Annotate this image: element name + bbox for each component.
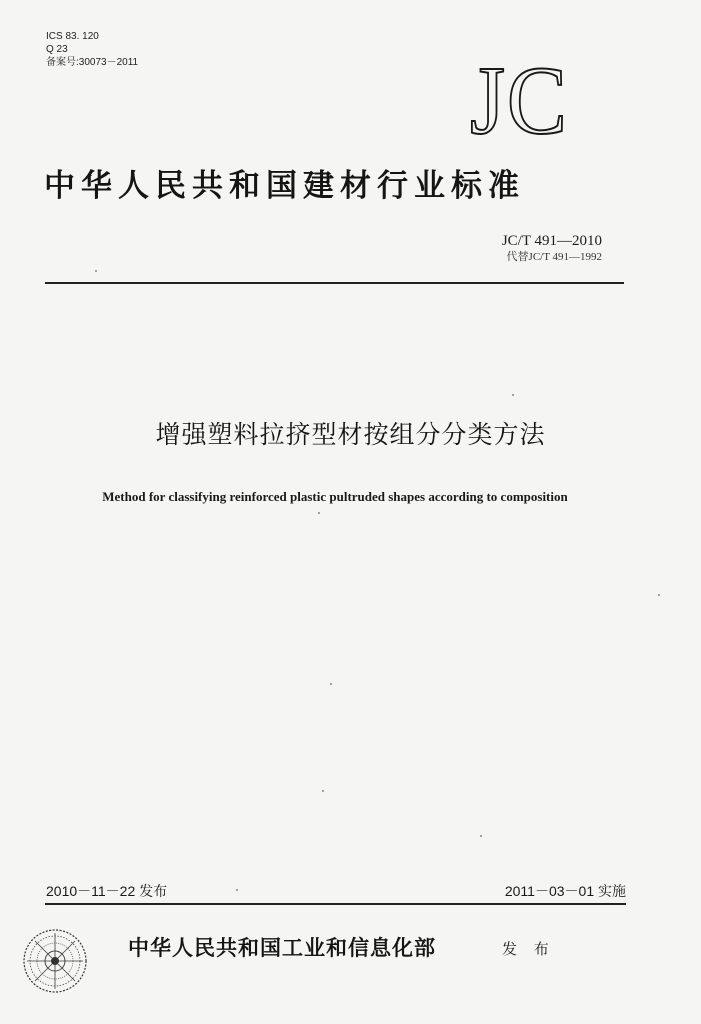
scan-speck (330, 683, 332, 685)
footer-divider (45, 903, 626, 905)
publisher-name: 中华人民共和国工业和信息化部 (128, 935, 436, 960)
replaced-standard: 代替JC/T 491—1992 (506, 251, 602, 263)
scan-speck (318, 512, 320, 514)
scan-speck (95, 270, 97, 272)
scan-speck (658, 594, 660, 596)
issue-date: 2010－11－22 发布 (46, 883, 168, 899)
header-divider (45, 282, 624, 284)
standard-code: JC/T 491—2010 (501, 233, 602, 249)
publish-label: 发 布 (502, 940, 555, 958)
ccs-code: Q 23 (46, 44, 68, 55)
organization-title: 中华人民共和国建材行业标准 (44, 168, 525, 204)
filing-number: 备案号:30073－2011 (46, 57, 139, 68)
implementation-date: 2011－03－01 实施 (504, 883, 626, 899)
english-title: Method for classifying reinforced plastic pultruded shapes according to composition (102, 489, 568, 504)
scan-speck (480, 835, 482, 837)
chinese-title: 增强塑料拉挤型材按组分分类方法 (155, 420, 546, 449)
ics-code: ICS 83. 120 (46, 31, 99, 42)
classification-block (46, 30, 138, 69)
scan-speck (236, 889, 238, 891)
scan-speck (512, 394, 514, 396)
scan-speck (322, 790, 324, 792)
ministry-seal-icon (22, 928, 88, 994)
jc-logo: JC (470, 47, 569, 155)
standard-number-block (502, 232, 602, 264)
